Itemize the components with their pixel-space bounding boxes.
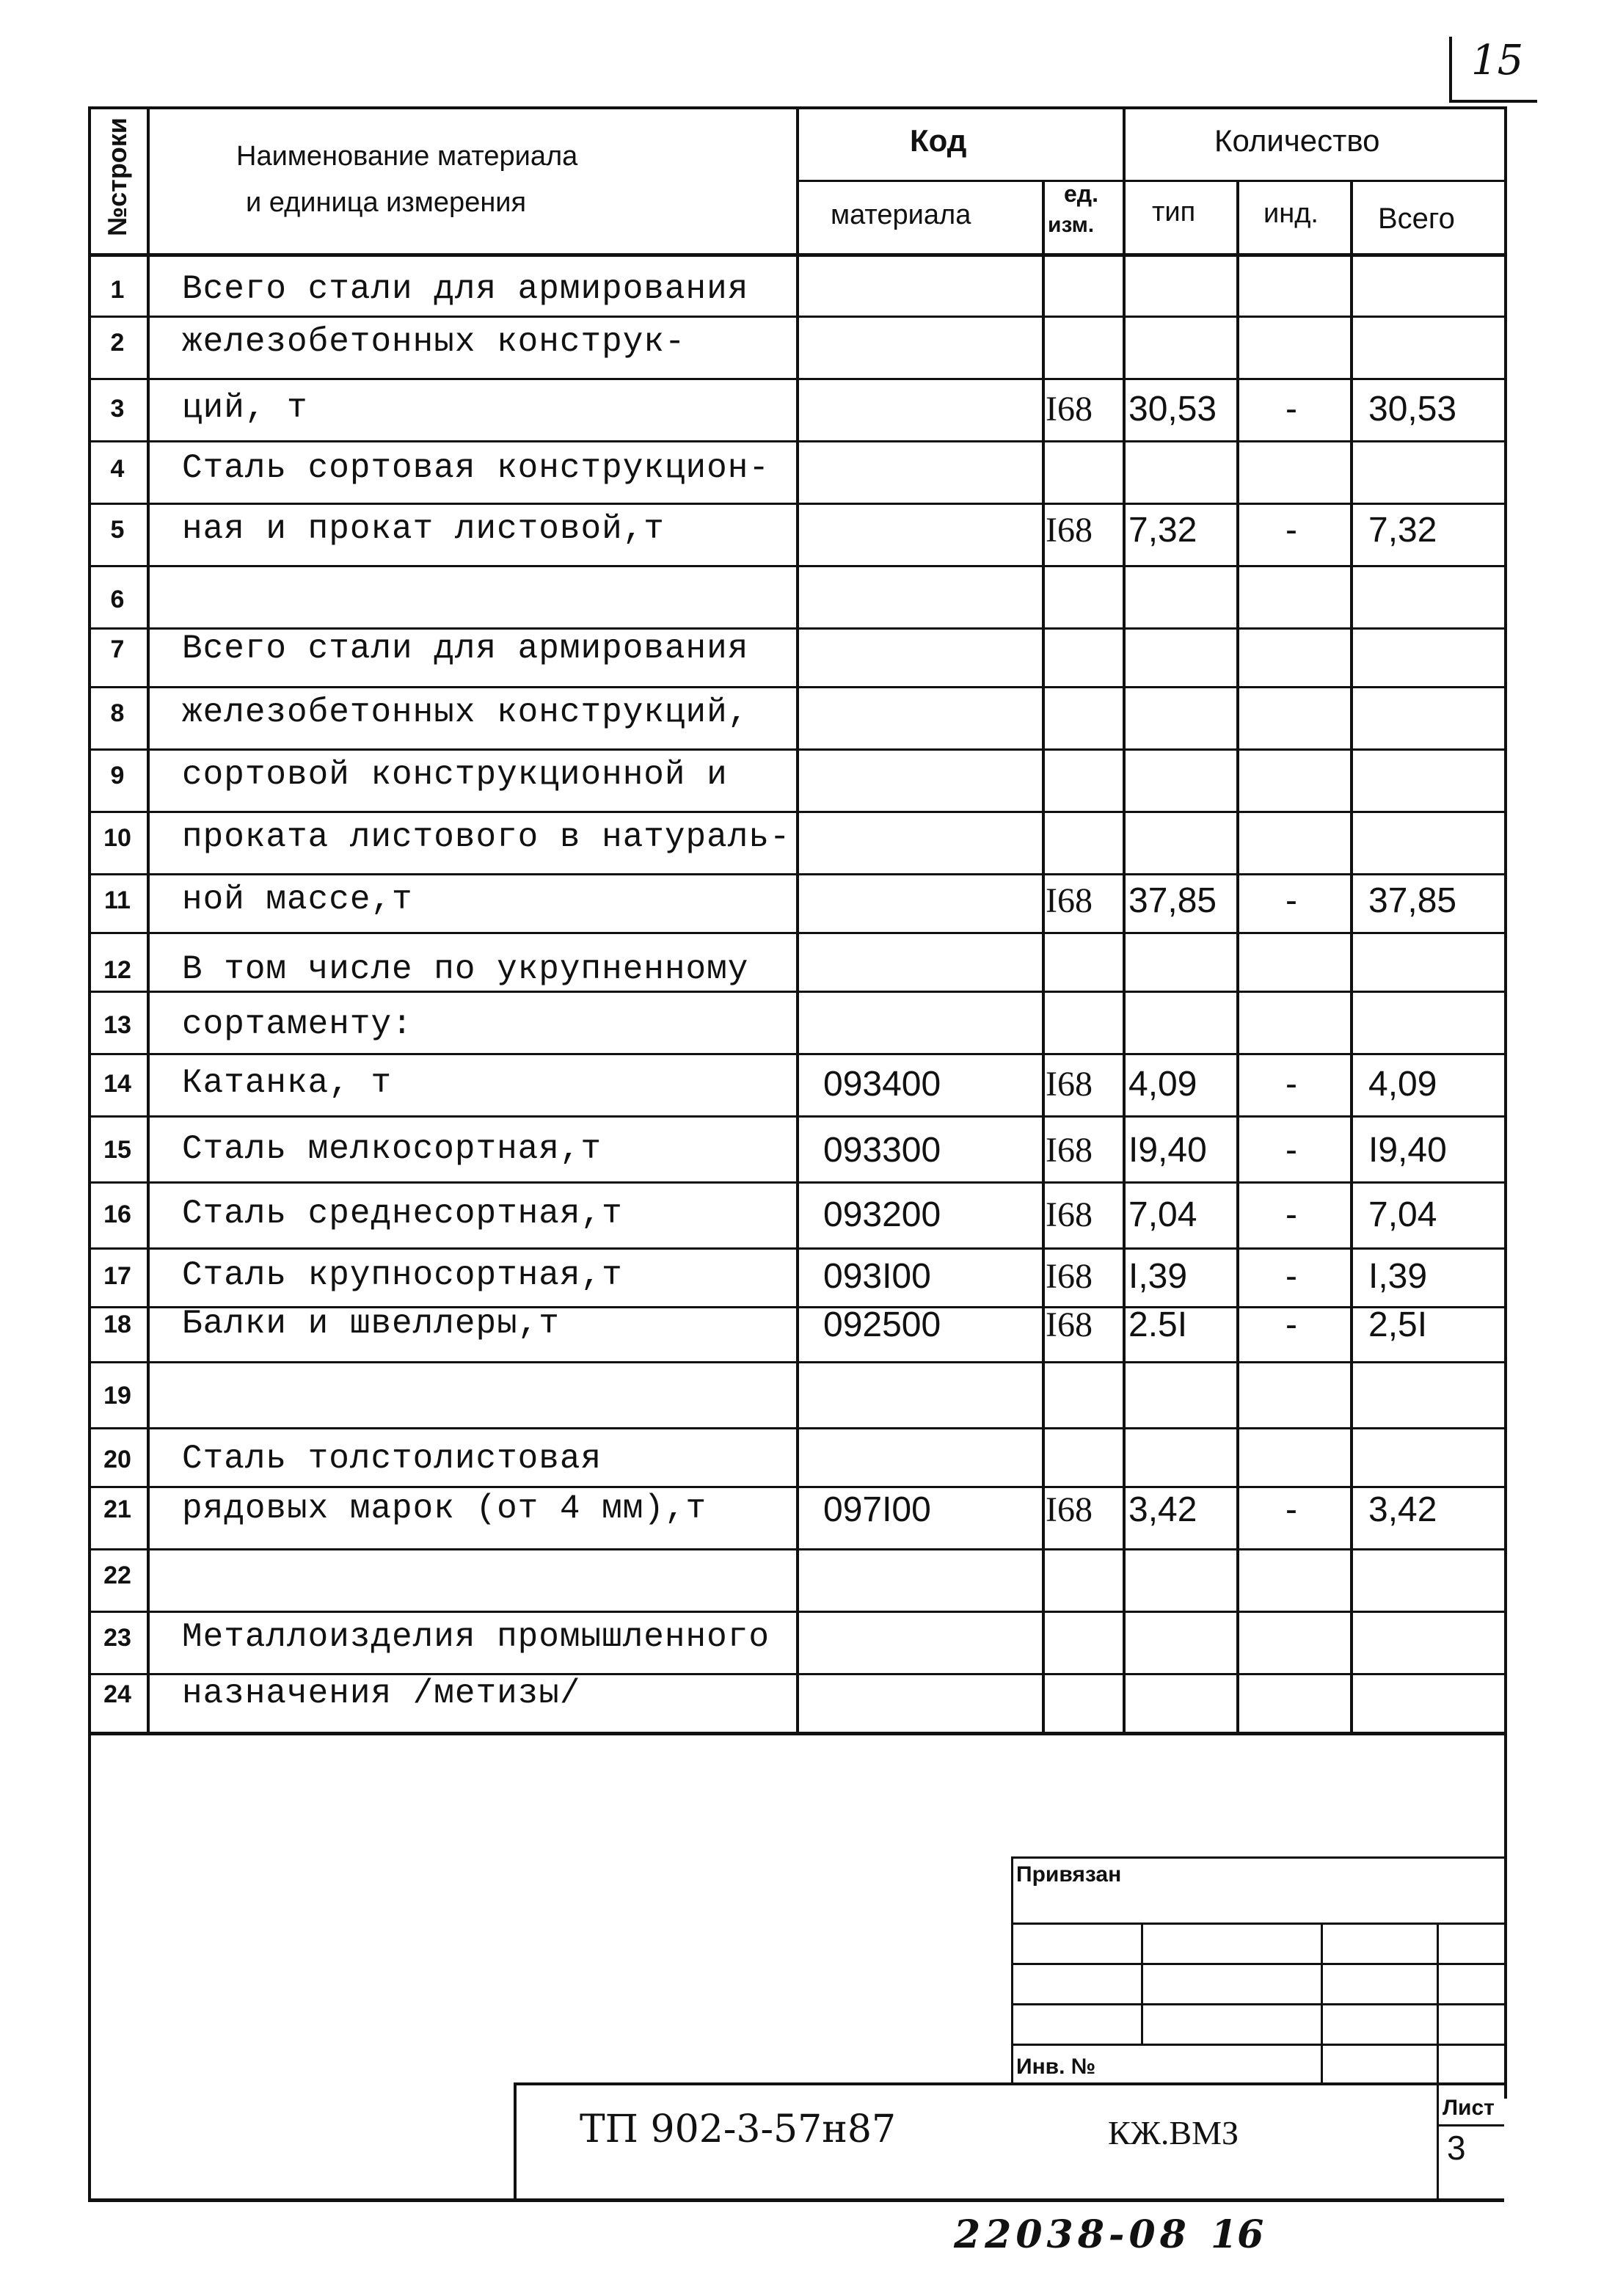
code-header: Код	[910, 123, 967, 158]
unit-header-line2: изм.	[1048, 213, 1095, 237]
row-number: 4	[110, 455, 125, 483]
ind-header: инд.	[1263, 198, 1319, 229]
quantity-total: 3,42	[1368, 1490, 1437, 1529]
row-number: 21	[103, 1495, 131, 1523]
quantity-total: 4,09	[1368, 1065, 1437, 1104]
quantity-type: 7,32	[1128, 511, 1197, 550]
quantity-individual: -	[1285, 881, 1297, 920]
quantity-type: 7,04	[1128, 1195, 1197, 1234]
row-rule	[88, 991, 1504, 993]
quantity-type: I9,40	[1128, 1131, 1207, 1170]
material-name: назначения /метизы/	[182, 1674, 581, 1713]
row-rule	[88, 440, 1504, 442]
stamp-rule	[514, 2082, 517, 2200]
type-header: тип	[1152, 197, 1196, 227]
quantity-total: 7,04	[1368, 1195, 1437, 1234]
row-rule	[88, 1181, 1504, 1184]
archive-code: 22038-08	[954, 2212, 1191, 2257]
quantity-total: 30,53	[1368, 390, 1457, 429]
page-number: 15	[1471, 37, 1524, 84]
material-code: 093I00	[823, 1257, 931, 1296]
material-name: Балки и швеллеры,т	[182, 1305, 560, 1343]
row-number: 11	[104, 886, 131, 914]
material-name: рядовых марок (от 4 мм),т	[182, 1490, 707, 1528]
quantity-individual: -	[1285, 1257, 1297, 1296]
row-rule	[88, 316, 1504, 318]
row-rule	[88, 1361, 1504, 1363]
archive-number: 16	[1211, 2212, 1264, 2257]
row-number: 5	[110, 516, 125, 544]
table-bottom-rule	[88, 1732, 1504, 1735]
header-mid-rule	[796, 180, 1504, 182]
quantity-total: I,39	[1368, 1257, 1428, 1296]
material-name: Катанка, т	[182, 1064, 393, 1102]
attached-label: Привязан	[1016, 1862, 1122, 1887]
material-code: 093300	[823, 1131, 941, 1170]
material-name: Всего стали для армирования	[182, 270, 749, 308]
project-code: ТП 902-3-57н87	[580, 2107, 897, 2151]
material-name: железобетонных конструкций,	[182, 693, 749, 732]
quantity-individual: -	[1285, 1490, 1297, 1529]
row-rule	[88, 748, 1504, 751]
row-number: 7	[110, 635, 125, 663]
quantity-total: 7,32	[1368, 511, 1437, 550]
row-rule	[88, 378, 1504, 380]
table-right-border	[1504, 106, 1507, 2099]
quantity-total: I9,40	[1368, 1131, 1447, 1170]
unit-code: I68	[1046, 1065, 1093, 1104]
row-rule	[88, 1053, 1504, 1055]
material-name: Всего стали для армирования	[182, 630, 749, 668]
stamp-rule	[1141, 1923, 1143, 2044]
material-name: проката листового в натураль-	[182, 818, 791, 856]
material-name: Сталь сортовая конструкцион-	[182, 449, 770, 487]
quantity-total: 2,5I	[1368, 1305, 1428, 1344]
stamp-rule	[1011, 1963, 1504, 1965]
row-number: 13	[103, 1011, 131, 1039]
material-name: ций, т	[182, 389, 308, 427]
unit-code: I68	[1046, 511, 1093, 550]
unit-header-line1: ед.	[1064, 181, 1098, 207]
document-code: КЖ.ВМЗ	[1108, 2114, 1239, 2151]
code-material-header: материала	[831, 200, 971, 230]
row-rule	[88, 1427, 1504, 1429]
row-rule	[88, 503, 1504, 505]
material-name: Металлоизделия промышленного	[182, 1618, 770, 1656]
row-rule	[88, 1247, 1504, 1250]
name-header-line2: и единица измерения	[246, 187, 527, 218]
row-number: 15	[103, 1136, 131, 1164]
row-number: 23	[103, 1624, 131, 1652]
row-rule	[88, 811, 1504, 813]
unit-code: I68	[1046, 1490, 1093, 1529]
material-code: 093200	[823, 1195, 941, 1234]
stamp-rule	[1011, 1856, 1504, 1859]
material-code: 092500	[823, 1305, 941, 1344]
material-name: Сталь мелкосортная,т	[182, 1130, 602, 1168]
quantity-type: 3,42	[1128, 1490, 1197, 1529]
column-rule	[1042, 180, 1045, 1732]
quantity-individual: -	[1285, 1065, 1297, 1104]
material-name: железобетонных конструк-	[182, 323, 686, 361]
quantity-individual: -	[1285, 390, 1297, 429]
quantity-type: 4,09	[1128, 1065, 1197, 1104]
unit-code: I68	[1046, 881, 1093, 920]
row-number: 12	[103, 956, 131, 984]
row-number: 8	[110, 699, 125, 727]
unit-code: I68	[1046, 390, 1093, 429]
stamp-rule	[1011, 1856, 1013, 2084]
row-number: 19	[103, 1382, 131, 1410]
stamp-rule	[1011, 1923, 1504, 1925]
material-code: 093400	[823, 1065, 941, 1104]
row-number: 14	[103, 1070, 131, 1098]
row-rule	[88, 1115, 1504, 1118]
material-name: сортовой конструкционной и	[182, 756, 728, 794]
material-name: В том числе по укрупненному	[182, 950, 749, 988]
material-name: Сталь крупносортная,т	[182, 1256, 623, 1294]
row-rule	[88, 1548, 1504, 1550]
row-number: 9	[110, 762, 125, 790]
quantity-total: 37,85	[1368, 881, 1457, 920]
sheet-label: Лист	[1443, 2096, 1495, 2120]
quantity-individual: -	[1285, 1131, 1297, 1170]
row-number: 1	[110, 276, 125, 304]
quantity-type: 30,53	[1128, 390, 1217, 429]
stamp-rule	[1437, 1923, 1439, 2201]
row-rule	[88, 932, 1504, 934]
row-number: 2	[110, 329, 125, 357]
row-number: 17	[103, 1262, 131, 1290]
sheet-bottom-border	[88, 2198, 1504, 2202]
row-number: 24	[103, 1680, 131, 1708]
row-number: 6	[110, 586, 125, 613]
unit-code: I68	[1046, 1305, 1093, 1344]
quantity-individual: -	[1285, 1195, 1297, 1234]
row-number: 16	[103, 1200, 131, 1228]
row-rule	[88, 1611, 1504, 1613]
column-rule	[1236, 180, 1239, 1732]
quantity-type: I,39	[1128, 1257, 1188, 1296]
material-name: ной массе,т	[182, 881, 413, 919]
unit-code: I68	[1046, 1257, 1093, 1296]
stamp-rule	[1011, 2044, 1504, 2046]
inv-no-label: Инв. №	[1016, 2055, 1096, 2079]
material-name: сортаменту:	[182, 1005, 413, 1043]
quantity-header: Количество	[1214, 123, 1380, 158]
quantity-type: 37,85	[1128, 881, 1217, 920]
stamp-rule	[1321, 1923, 1323, 2084]
row-number: 3	[110, 395, 125, 423]
column-rule	[1350, 180, 1353, 1732]
row-number: 18	[103, 1311, 131, 1338]
row-number: 20	[103, 1446, 131, 1473]
total-header: Всего	[1378, 203, 1455, 235]
quantity-individual: -	[1285, 511, 1297, 550]
unit-code: I68	[1046, 1131, 1093, 1170]
row-rule	[88, 565, 1504, 567]
table-left-border	[88, 1732, 91, 2201]
material-name: Сталь толстолистовая	[182, 1440, 602, 1478]
quantity-individual: -	[1285, 1305, 1297, 1344]
material-name: ная и прокат листовой,т	[182, 510, 665, 548]
row-rule	[88, 873, 1504, 875]
quantity-type: 2.5I	[1128, 1305, 1188, 1344]
stamp-rule	[1011, 2003, 1504, 2005]
unit-code: I68	[1046, 1195, 1093, 1234]
name-header-line1: Наименование материала	[236, 141, 578, 172]
row-rule	[88, 686, 1504, 688]
material-code: 097I00	[823, 1490, 931, 1529]
sheet-number: 3	[1447, 2129, 1466, 2167]
row-number: 10	[103, 824, 131, 852]
row-number-header: №строки	[102, 117, 132, 236]
row-rule	[88, 1486, 1504, 1488]
stamp-rule	[1437, 2124, 1504, 2126]
row-number: 22	[103, 1561, 131, 1589]
material-name: Сталь среднесортная,т	[182, 1195, 623, 1233]
stamp-rule	[514, 2082, 1504, 2085]
